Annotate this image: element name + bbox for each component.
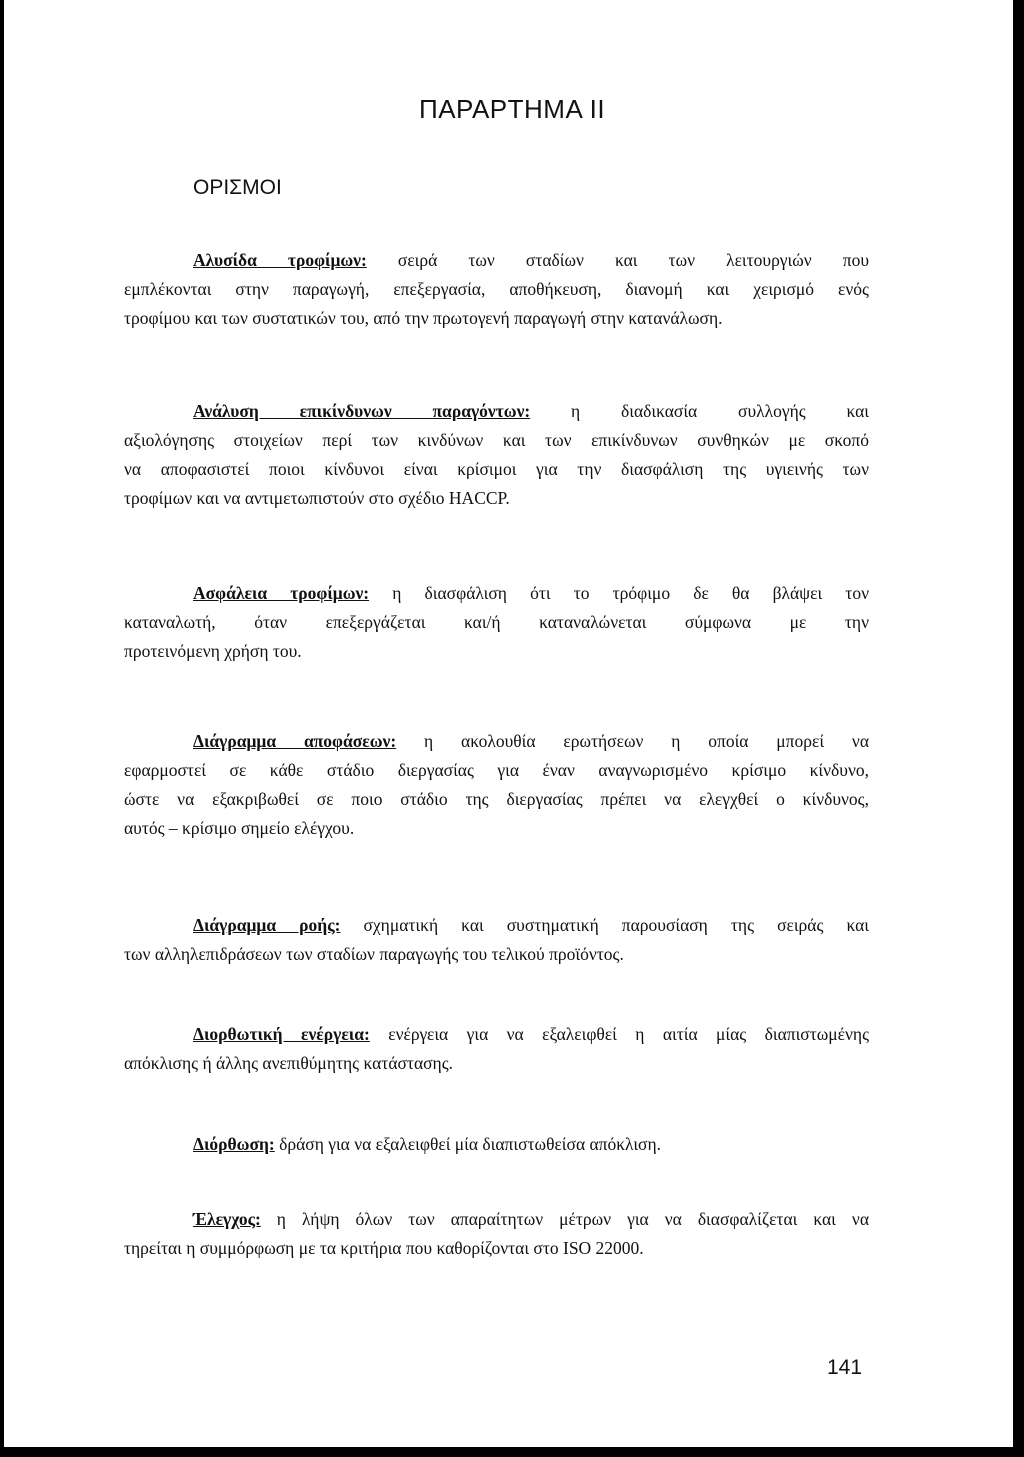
definition-paragraph	[124, 246, 869, 333]
definition-text: η λήψη όλων των απαραίτητων μέτρων για να διασφαλίζεται και να	[260, 1209, 869, 1229]
definition-first-line	[124, 579, 869, 608]
definition-text: ενέργεια για να εξαλειφθεί η αιτία μίας διαπιστωμένης	[369, 1024, 869, 1044]
definition-line: τηρείται η συμμόρφωση με τα κριτήρια που καθορίζονται στο ISO 22000.	[124, 1238, 644, 1258]
definition-line: εμπλέκονται στην παραγωγή, επεξεργασία, αποθήκευση, διανομή και χειρισμό ενός	[124, 279, 869, 299]
definition-first-line	[124, 246, 869, 275]
definition-paragraph	[124, 579, 869, 666]
definition-term: Ασφάλεια τροφίμων:	[193, 583, 370, 603]
definition-line: αξιολόγησης στοιχείων περί των κινδύνων και των επικίνδυνων συνθηκών με σκοπό	[124, 430, 869, 450]
definition-paragraph	[124, 911, 869, 969]
definition-text: η ακολουθία ερωτήσεων η οποία μπορεί να	[396, 731, 869, 751]
page-number: 141	[827, 1356, 863, 1379]
definition-line: καταναλωτή, όταν επεξεργάζεται και/ή καταναλώνεται σύμφωνα με την	[124, 612, 869, 632]
definition-term: Διορθωτική ενέργεια:	[193, 1024, 370, 1044]
definition-first-line	[124, 911, 869, 940]
definition-line: τροφίμου και των συστατικών του, από την πρωτογενή παραγωγή στην κατανάλωση.	[124, 308, 723, 328]
definition-line: να αποφασιστεί ποιοι κίνδυνοι είναι κρίσιμοι για την διασφάλιση της υγιεινής των	[124, 459, 869, 479]
definition-line: ώστε να εξακριβωθεί σε ποιο στάδιο της διεργασίας πρέπει να ελεγχθεί ο κίνδυνος,	[124, 789, 869, 809]
definition-term: Αλυσίδα τροφίμων:	[193, 250, 367, 270]
definition-term: Διάγραμμα ροής:	[193, 915, 341, 935]
definition-term: Ανάλυση επικίνδυνων παραγόντων:	[193, 401, 531, 421]
definition-paragraph	[124, 1130, 869, 1159]
definition-line: απόκλισης ή άλλης ανεπιθύμητης κατάστασης.	[124, 1053, 454, 1073]
appendix-title: ΠΑΡΑΡΤΗΜΑ ΙΙ	[418, 94, 606, 124]
definition-first-line	[124, 397, 869, 426]
definition-term: Έλεγχος:	[193, 1209, 261, 1229]
definition-text: σχηματική και συστηματική παρουσίαση της σειράς και	[340, 915, 869, 935]
definition-paragraph	[124, 1205, 869, 1263]
definition-text: η διασφάλιση ότι το τρόφιμο δε θα βλάψει τον	[369, 583, 869, 603]
definition-line: εφαρμοστεί σε κάθε στάδιο διεργασίας για έναν αναγνωρισμένο κρίσιμο κίνδυνο,	[124, 760, 869, 780]
definition-text: δράση για να εξαλειφθεί μία διαπιστωθείσα απόκλιση.	[274, 1134, 661, 1154]
definition-text: σειρά των σταδίων και των λειτουργιών που	[366, 250, 869, 270]
definition-line: προτεινόμενη χρήση του.	[124, 641, 302, 661]
definition-term: Διάγραμμα αποφάσεων:	[193, 731, 397, 751]
definition-first-line	[124, 1130, 869, 1159]
definition-line: αυτός – κρίσιμο σημείο ελέγχου.	[124, 818, 355, 838]
definition-line: τροφίμων και να αντιμετωπιστούν στο σχέδιο HACCP.	[124, 488, 510, 508]
definition-paragraph	[124, 1020, 869, 1078]
definition-paragraph	[124, 397, 869, 513]
definition-paragraph	[124, 727, 869, 843]
section-title: ΟΡΙΣΜΟΙ	[193, 176, 282, 199]
definition-first-line	[124, 1020, 869, 1049]
definition-first-line	[124, 727, 869, 756]
definition-line: των αλληλεπιδράσεων των σταδίων παραγωγής του τελικού προϊόντος.	[124, 944, 624, 964]
definition-first-line	[124, 1205, 869, 1234]
definition-term: Διόρθωση:	[193, 1134, 275, 1154]
definition-text: η διαδικασία συλλογής και	[530, 401, 869, 421]
